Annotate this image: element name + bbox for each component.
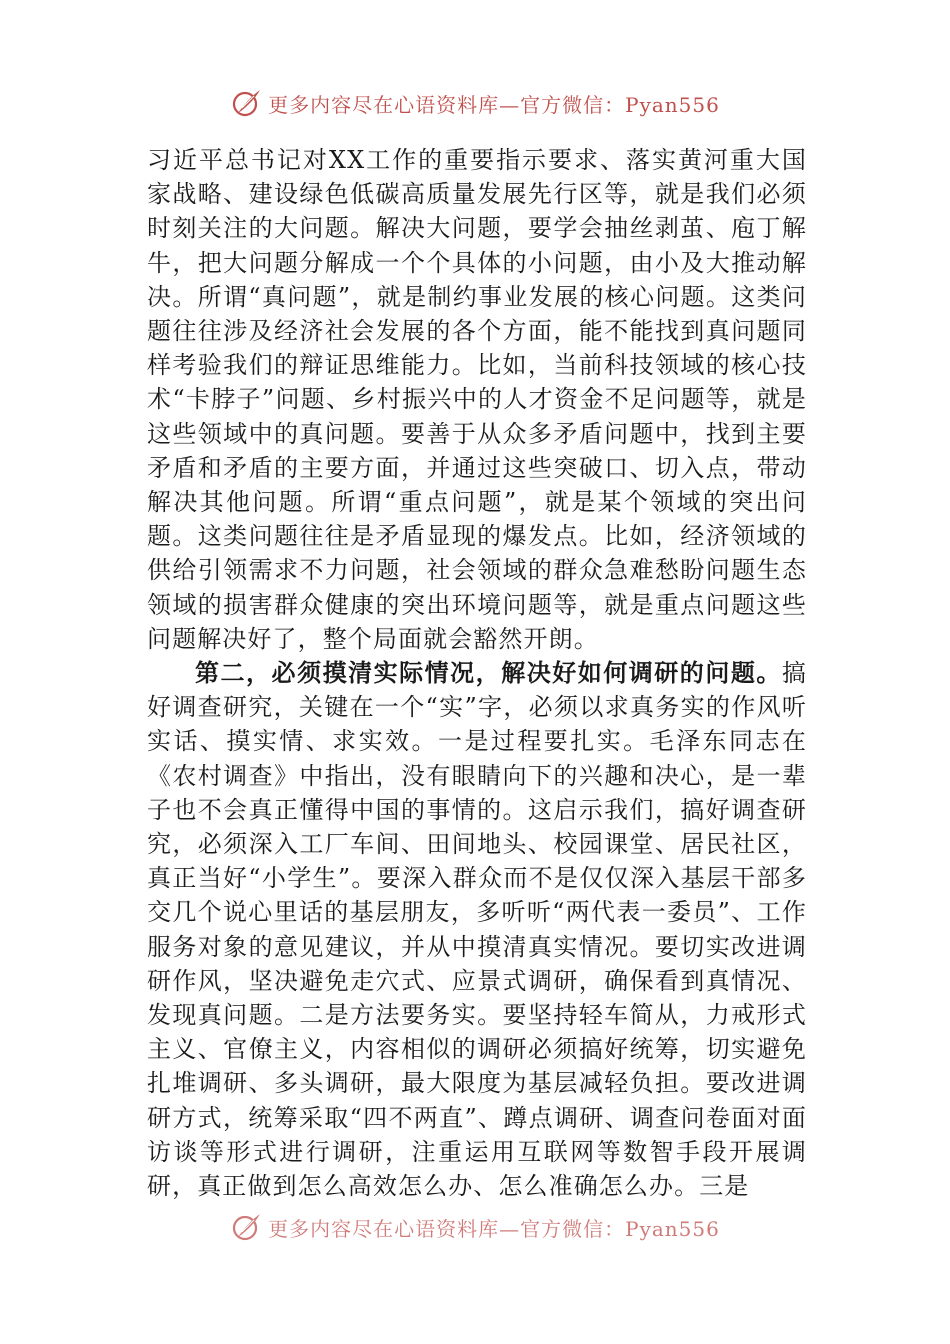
document-body (147, 143, 807, 1203)
quill-circle-icon (230, 87, 262, 119)
header-watermark (0, 86, 950, 120)
watermark-text: 更多内容尽在心语资料库—官方微信：Pyan556 (268, 92, 720, 117)
footer-watermark (0, 1210, 950, 1244)
paragraph-1: 习近平总书记对XX工作的重要指示要求、落实黄河重大国家战略、建设绿色低碳高质量发展先行区等，就是我们必须时刻关注的大问题。解决大问题，要学会抽丝剥茧、庖丁解牛，把大问题分解成一个个具体的小问题，由小及大推动解决。所谓“真问题”，就是制约事业发展的核心问题。这类问题往往涉及经济社会发展的各个方面，能不能找到真问题同样考验我们的辩证思维能力。比如，当前科技领域的核心技术“卡脖子”问题、乡村振兴中的人才资金不足问题等，就是这些领域中的真问题。要善于从众多矛盾问题中，找到主要矛盾和矛盾的主要方面，并通过这些突破口、切入点，带动解决其他问题。所谓“重点问题”，就是某个领域的突出问题。这类问题往往是矛盾显现的爆发点。比如，经济领域的供给引领需求不力问题，社会领域的群众急难愁盼问题生态领域的损害群众健康的突出环境问题等，就是重点问题这些问题解决好了，整个局面就会豁然开朗。 (147, 146, 807, 653)
paragraph-2-body: 搞好调查研究，关键在一个“实”字，必须以求真务实的作风听实话、摸实情、求实效。一是过程要扎实。毛泽东同志在《农村调查》中指出，没有眼睛向下的兴趣和决心，是一辈子也不会真正懂得中国的事情的。这启示我们，搞好调查研究，必须深入工厂车间、田间地头、校园课堂、居民社区，真正当好“小学生”。要深入群众而不是仅仅深入基层干部多交几个说心里话的基层朋友，多听听“两代表一委员”、工作服务对象的意见建议，并从中摸清真实情况。要切实改进调研作风，坚决避免走穴式、应景式调研，确保看到真情况、发现真问题。二是方法要务实。要坚持轻车简从，力戒形式主义、官僚主义，内容相似的调研必须搞好统筹，切实避免扎堆调研、多头调研，最大限度为基层减轻负担。要改进调研方式，统筹采取“四不两直”、蹲点调研、调查问卷面对面访谈等形式进行调研，注重运用互联网等数智手段开展调研，真正做到怎么高效怎么办、怎么准确怎么办。三是 (147, 659, 807, 1201)
paragraph-2 (147, 656, 807, 1203)
section-heading: 第二，必须摸清实际情况，解决好如何调研的问题。 (195, 658, 782, 688)
quill-circle-icon (230, 1211, 262, 1243)
watermark-text: 更多内容尽在心语资料库—官方微信：Pyan556 (268, 1216, 720, 1241)
